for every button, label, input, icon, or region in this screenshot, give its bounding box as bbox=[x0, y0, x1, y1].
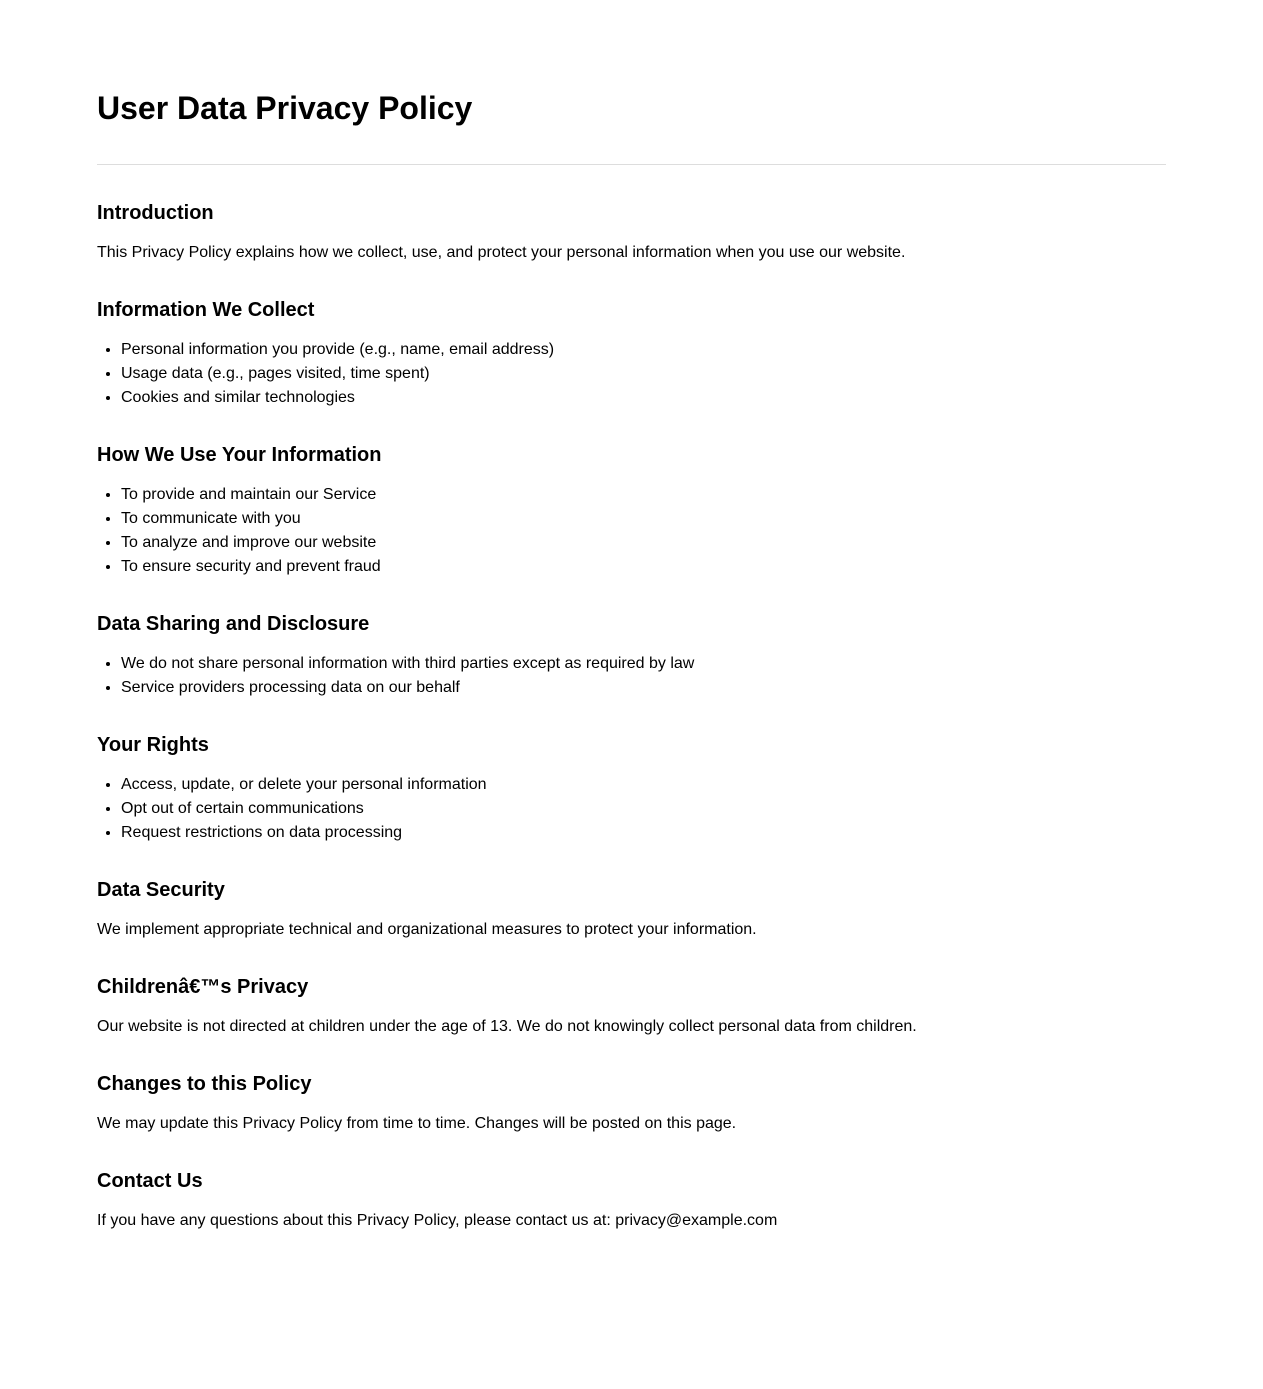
list-item: • To ensure security and prevent fraud bbox=[121, 555, 1166, 579]
section-heading: Information We Collect bbox=[97, 299, 315, 321]
bullet-list bbox=[97, 483, 1166, 579]
section-heading: Introduction bbox=[97, 202, 214, 224]
section-data-sharing bbox=[97, 610, 1166, 700]
list-item: • Request restrictions on data processing bbox=[121, 821, 1166, 845]
section-heading: Data Security bbox=[97, 879, 225, 901]
section-how-we-use bbox=[97, 441, 1166, 579]
list-item: • To provide and maintain our Service bbox=[121, 483, 1166, 507]
section-heading: Changes to this Policy bbox=[97, 1073, 312, 1095]
section-your-rights bbox=[97, 731, 1166, 845]
list-item: • We do not share personal information with third parties except as required by law bbox=[121, 652, 1166, 676]
section-data-security bbox=[97, 876, 1166, 942]
section-heading: Contact Us bbox=[97, 1170, 203, 1192]
list-item: • To communicate with you bbox=[121, 507, 1166, 531]
section-changes bbox=[97, 1070, 1166, 1136]
section-paragraph: This Privacy Policy explains how we collect, use, and protect your personal information when you use our website. bbox=[97, 244, 906, 261]
section-information-we-collect bbox=[97, 296, 1166, 410]
section-heading: How We Use Your Information bbox=[97, 444, 382, 466]
list-item: • Personal information you provide (e.g., name, email address) bbox=[121, 338, 1166, 362]
privacy-policy-page bbox=[97, 0, 1166, 1313]
list-item: • Usage data (e.g., pages visited, time spent) bbox=[121, 362, 1166, 386]
section-contact-us bbox=[97, 1167, 1166, 1233]
section-heading: Childrenâ€™s Privacy bbox=[97, 976, 309, 998]
section-paragraph: We implement appropriate technical and organizational measures to protect your information. bbox=[97, 921, 757, 938]
bullet-list bbox=[97, 652, 1166, 700]
section-paragraph: We may update this Privacy Policy from time to time. Changes will be posted on this page. bbox=[97, 1115, 737, 1132]
list-item: • Opt out of certain communications bbox=[121, 797, 1166, 821]
list-item: • Cookies and similar technologies bbox=[121, 386, 1166, 410]
list-item: • Service providers processing data on our behalf bbox=[121, 676, 1166, 700]
section-heading: Data Sharing and Disclosure bbox=[97, 613, 370, 635]
bullet-list bbox=[97, 773, 1166, 845]
section-childrens-privacy bbox=[97, 973, 1166, 1039]
policy-sections bbox=[97, 165, 1166, 1233]
section-introduction bbox=[97, 199, 1166, 265]
section-heading: Your Rights bbox=[97, 734, 209, 756]
section-paragraph: Our website is not directed at children under the age of 13. We do not knowingly collect personal data from children. bbox=[97, 1018, 917, 1035]
list-item: • To analyze and improve our website bbox=[121, 531, 1166, 555]
page-title: User Data Privacy Policy bbox=[97, 90, 473, 126]
list-item: • Access, update, or delete your personal information bbox=[121, 773, 1166, 797]
contact-paragraph: If you have any questions about this Privacy Policy, please contact us at: privacy@example.com bbox=[97, 1212, 778, 1229]
bullet-list bbox=[97, 338, 1166, 410]
